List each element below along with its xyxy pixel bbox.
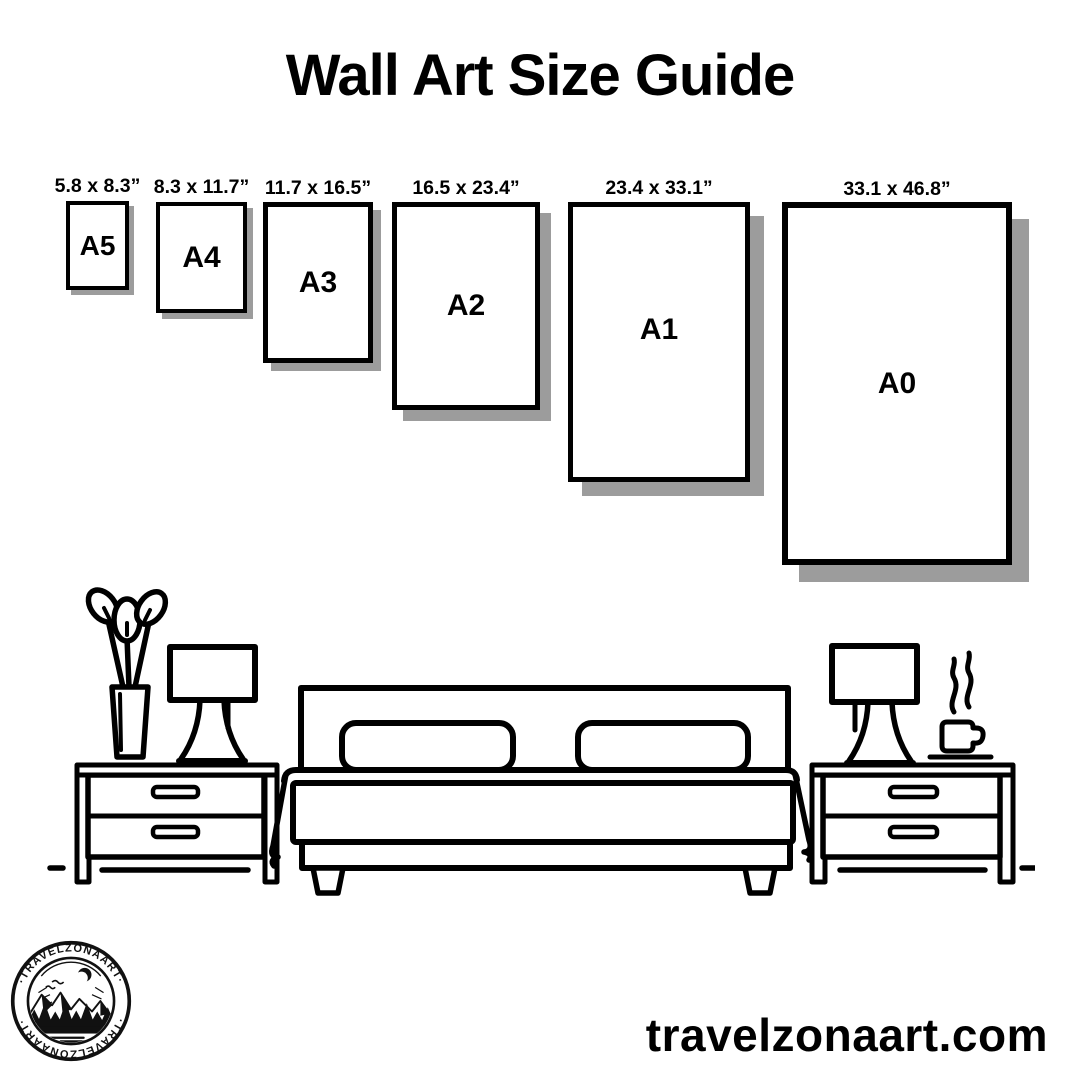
logo-top-text: ·TRAVELZONAART· (15, 942, 127, 986)
plant-vase-icon (82, 584, 171, 757)
page-title: Wall Art Size Guide (285, 43, 795, 108)
size-box-a5 (54, 175, 141, 290)
size-box-a4 (153, 176, 250, 313)
size-box-a3 (263, 177, 373, 363)
size-box-a0 (782, 178, 1012, 565)
blanket-drape-right-icon (795, 774, 810, 860)
size-dimensions-label: 8.3 x 11.7” (153, 176, 250, 198)
size-dimensions-label: 23.4 x 33.1” (605, 177, 713, 199)
size-letter-label: A1 (639, 313, 679, 346)
size-dimensions-label: 16.5 x 23.4” (412, 177, 520, 199)
nightstand-left-icon (77, 765, 277, 882)
table-lamp-left-icon (170, 647, 255, 761)
pillow-right-icon (578, 723, 748, 770)
svg-text:·TRAVELZONAART· (16, 942, 127, 985)
size-letter-label: A3 (298, 265, 338, 299)
coffee-cup-icon (930, 653, 991, 757)
birds-icon (46, 981, 64, 989)
size-letter-label: A5 (79, 229, 116, 261)
size-letter-label: A0 (877, 366, 917, 400)
bed-leg-icon (745, 868, 775, 893)
bed-leg-icon (313, 868, 343, 893)
nightstand-right-icon (812, 765, 1013, 882)
steam-icon (952, 659, 956, 712)
size-dimensions-label: 33.1 x 46.8” (843, 178, 951, 200)
size-dimensions-label: 5.8 x 8.3” (54, 175, 141, 197)
size-box-a1 (568, 177, 750, 482)
pillow-left-icon (342, 723, 513, 770)
steam-icon (967, 653, 971, 707)
bedroom-scene-illustration (30, 580, 1035, 905)
website-url: travelzonaart.com (645, 1009, 1048, 1061)
double-bed-icon (272, 688, 810, 893)
size-letter-label: A4 (182, 240, 221, 274)
size-letter-label: A2 (446, 289, 486, 322)
brand-logo-badge (8, 938, 134, 1064)
size-box-a2 (392, 177, 540, 410)
size-dimensions-label: 11.7 x 16.5” (264, 177, 372, 199)
logo-bottom-text: ·TRAVELZONAART· (15, 1016, 127, 1060)
table-lamp-right-icon (832, 646, 917, 763)
